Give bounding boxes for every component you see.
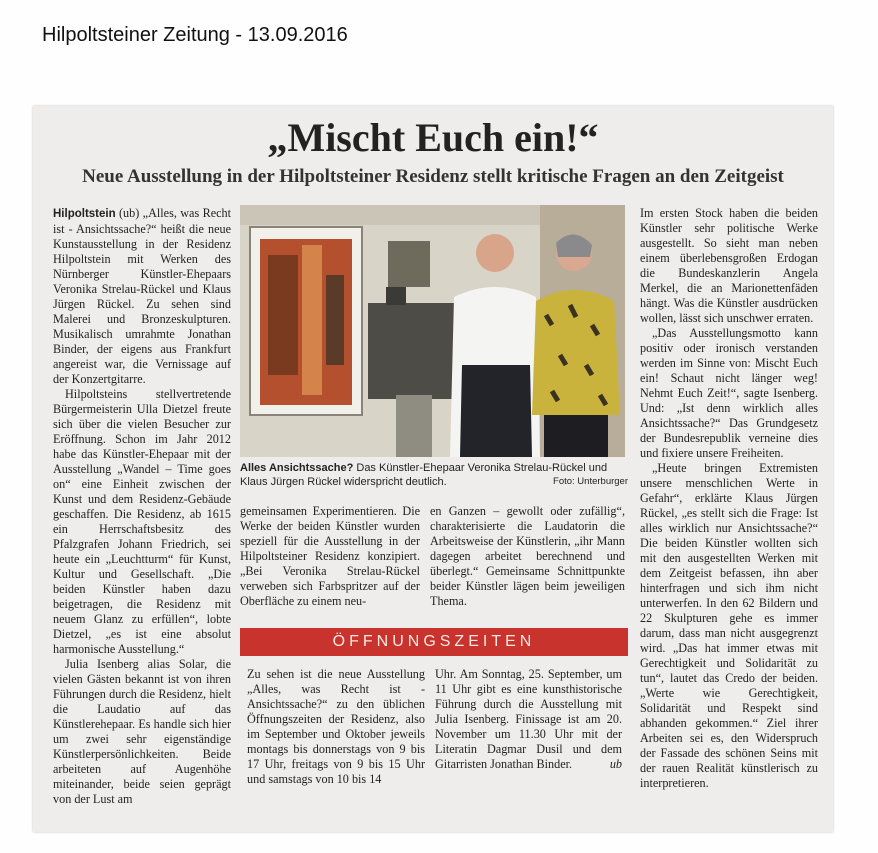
newspaper-clipping: [33, 106, 833, 832]
dateline: Hilpoltstein: [53, 208, 116, 220]
author-signature: ub: [609, 757, 622, 771]
caption-text: Das Künstler-Ehepaar Veronika Strelau-Rückel und Klaus Jürgen Rückel widerspricht deutlich.: [240, 462, 608, 488]
headline: „Mischt Euch ein!“: [267, 115, 599, 160]
article-paragraph: gemeinsamen Experimentieren. Die Werke der beiden Künstler wurden speziell für die Ausstellung in der Hilpoltsteiner Residenz konzipiert. „Bei Veronika Strelau-Rückel verweben sich Farbspritzer auf der Oberfläche zu einem neu-: [240, 504, 420, 608]
article-paragraph: Julia Isenberg alias Solar, die vielen Gästen bekannt ist von ihren Führungen durch die Residenz, hielt die Laudatio auf das Künstlerehepaar. Es handle sich hier um zwei sehr eigenständige Künstlerpersönlichkeiten. Beide arbeiteten auf Augenhöhe miteinander, beide seien geprägt von der Lust am: [53, 657, 231, 806]
artists-photo-illustration: [240, 205, 625, 457]
subheadline: Neue Ausstellung in der Hilpoltsteiner Residenz stellt kritische Fragen an den Zeitgeist: [82, 166, 784, 187]
article-paragraph: Im ersten Stock haben die beiden Künstler sehr politische Werke ausgestellt. So sieht man neben einem überlebensgroßen Erdogan die Bundeskanzlerin Angela Merkel, die an Marionettenfäden hängt. Was die Künstler ausdrücken wollen, lässt sich unschwer erraten.: [640, 206, 818, 325]
caption-title: Alles Ansichtssache?: [240, 462, 354, 474]
article-column-4: [640, 206, 818, 791]
article-column-2: [240, 504, 420, 609]
photo-caption: [240, 461, 628, 489]
opening-hours-column-2: Uhr. Am Sonntag, 25. September, um 11 Uhr gibt es eine kunsthistorische Führung durch die Ausstellung mit Julia Isenberg. Finissage ist am 20. November um 11.30 Uhr mit der Literatin Dagmar Dusil und dem Gitarristen Jonathan Binder. ub: [435, 667, 622, 771]
article-paragraph: Hilpoltstein (ub) „Alles, was Recht ist - Ansichtssache?“ heißt die neue Kunstausstellung in der Residenz Hilpoltstein mit Werken des Nürnberger Künstler-Ehepaars Veronika Strelau-Rückel und Klaus Jürgen Rückel. Zu sehen sind Malerei und Bronzeskulpturen. Musikalisch umrahmte Jonathan Binder, der eigens aus Frankfurt angereist war, die Vernissage auf der Konzertgitarre.: [53, 206, 231, 386]
article-paragraph: en Ganzen – gewollt oder zufällig“, charakterisierte die Laudatorin die Arbeitsweise der Künstlerin, „ihr Mann dagegen arbeitet berechnend und überlegt.“ Gemeinsame Schnittpunkte beider Künstler lägen beim jeweiligen Thema.: [430, 504, 625, 608]
article-paragraph: Hilpoltsteins stellvertretende Bürgermeisterin Ulla Dietzel freute sich über die vielen Besucher zur Eröffnung. Schon im Jahr 2012 habe das Künstler-Ehepaar mit der Ausstellung „Wandel – Time goes on“ eine Einheit zwischen der Kunst und dem Residenz-Gebäude geschaffen. Die Residenz, ab 1615 ein Herrschaftsbesitz des Pfalzgrafen Johann Friedrich, sei heute ein „Leuchtturm“ für Kunst, Kultur und Gesellschaft. „Die beiden Künstler haben dazu beigetragen, die Residenz mit neuem Glanz zu erfüllen“, lobte Dietzel, „es ist eine absolut harmonische Ausstellung.“: [53, 387, 231, 656]
source-line: Hilpoltsteiner Zeitung - 13.09.2016: [42, 24, 348, 46]
article-paragraph: „Heute bringen Extremisten unsere menschlichen Werte in Gefahr“, erklärte Klaus Jürgen Rückel, „es stellt sich die Frage: Ist alles wirklich nur Ansichtssache?“ Die beiden Künstler wollten sich mit den ausgestellten Werken mit dem Zeitgeist befassen, ihn aber hinterfragen und sich ihm nicht unterwerfen. In den 62 Bildern und 22 Skulpturen gehe es immer darum, dass man nicht ausgegrenzt wird. „Das hat immer etwas mit Gerechtigkeit und Solidarität zu tun“, lautet das Credo der beiden. „Werte wie Gerechtigkeit, Solidarität und Respekt sind abhanden gekommen.“ Ziel ihrer Arbeiten sei es, den Widerspruch der Fassade des schönen Seins mit der rauen Realität künstlerisch zu interpretieren.: [640, 461, 818, 790]
opening-hours-column-1: Zu sehen ist die neue Ausstellung „Alles, was Recht ist - Ansichtssache?“ zu den üblichen Öffnungszeiten der Residenz, also im September und Oktober jeweils montags bis donnerstags von 9 bis 17 Uhr, freitags von 9 bis 15 Uhr und samstags von 10 bis 14: [247, 667, 425, 786]
photo-credit: Foto: Unterburger: [553, 476, 628, 487]
exhibition-photo: [240, 205, 625, 457]
article-column-1: [53, 206, 231, 807]
article-column-3: [430, 504, 625, 609]
article-paragraph: „Das Ausstellungsmotto kann positiv oder ironisch verstanden werden im Sinne von: Mischt Euch ein! Schaut nicht länger weg! Nehmt Euch Zeit!“, sagte Isenberg. Und: „Ist denn wirklich alles Ansichtssache?“ Das Grundgesetz der Bundesrepublik verneine dies und fixiere unsere Freiheiten.: [640, 326, 818, 460]
opening-hours-banner: ÖFFNUNGSZEITEN: [240, 628, 628, 656]
